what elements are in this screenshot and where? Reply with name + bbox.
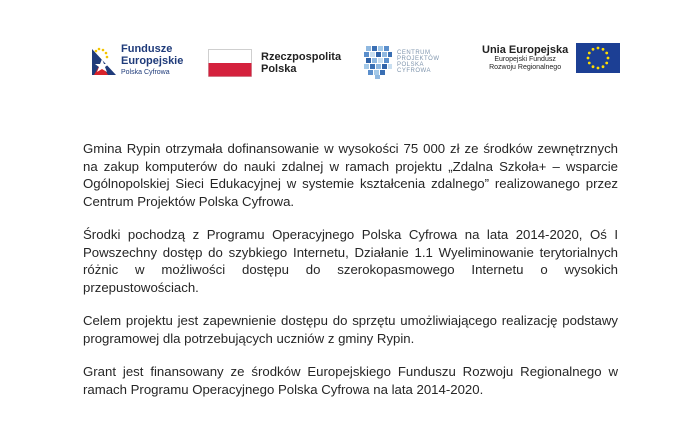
- fundusze-line3: Polska Cyfrowa: [121, 69, 170, 77]
- cpp-line2: PROJEKTÓW: [397, 56, 440, 62]
- fundusze-europejskie-icon: [92, 45, 116, 75]
- ue-line1: Unia Europejska: [482, 44, 569, 57]
- rzeczpospolita-line2: Polska: [261, 63, 297, 75]
- paragraph-financing: Grant jest finansowany ze środków Europejskiego Funduszu Rozwoju Regionalnego w ramach Programu Operacyjnego Polska Cyfrowa na lata 2014-2020.: [83, 364, 618, 397]
- cpp-line4: CYFROWA: [397, 68, 431, 74]
- centrum-projektow-logo: [363, 45, 440, 79]
- paragraph-project-goal: Celem projektu jest zapewnienie dostępu do sprzętu umożliwiającego realizację podstawy programowej dla potrzebujących uczniów z gminy Rypin.: [83, 313, 618, 346]
- polish-flag-icon: [208, 49, 252, 77]
- eu-flag-icon: [576, 43, 620, 73]
- fundusze-line1: Fundusze: [121, 43, 173, 55]
- cpp-line1: CENTRUM: [397, 50, 431, 56]
- rzeczpospolita-line1: Rzeczpospolita: [261, 50, 342, 63]
- unia-europejska-logo: [482, 43, 620, 73]
- fundusze-line2: Europejskie: [121, 54, 184, 67]
- paragraph-grant-info: Gmina Rypin otrzymała dofinansowanie w wysokości 75 000 zł ze środków zewnętrznych na zakup komputerów do nauki zdalnej w ramach projektu „Zdalna Szkoła+ – wsparcie Ogólnopolskiej Sieci Edukacyjnej w systemie kształcenia zdalnego” realizowanego przez Centrum Projektów Polska Cyfrowa.: [83, 141, 618, 209]
- cpp-line3: POLSKA: [397, 62, 425, 68]
- fundusze-europejskie-logo: [92, 44, 183, 76]
- paragraph-funding-source: Środki pochodzą z Programu Operacyjnego Polska Cyfrowa na lata 2014-2020, Oś I Powszechny dostęp do szybkiego Internetu, Działanie 1.1 Wyeliminowanie terytorialnych różnic w możliwości dostępu do szerokopasmowego Internetu o wysokich przepustowościach.: [83, 227, 618, 295]
- cpp-mosaic-icon: [363, 45, 393, 79]
- rzeczpospolita-logo: [208, 49, 341, 77]
- ue-line3: Rozwoju Regionalnego: [489, 64, 562, 72]
- ue-line2: Europejski Fundusz: [494, 56, 556, 64]
- announcement-text: [83, 140, 618, 414]
- logo-bar: [0, 0, 700, 100]
